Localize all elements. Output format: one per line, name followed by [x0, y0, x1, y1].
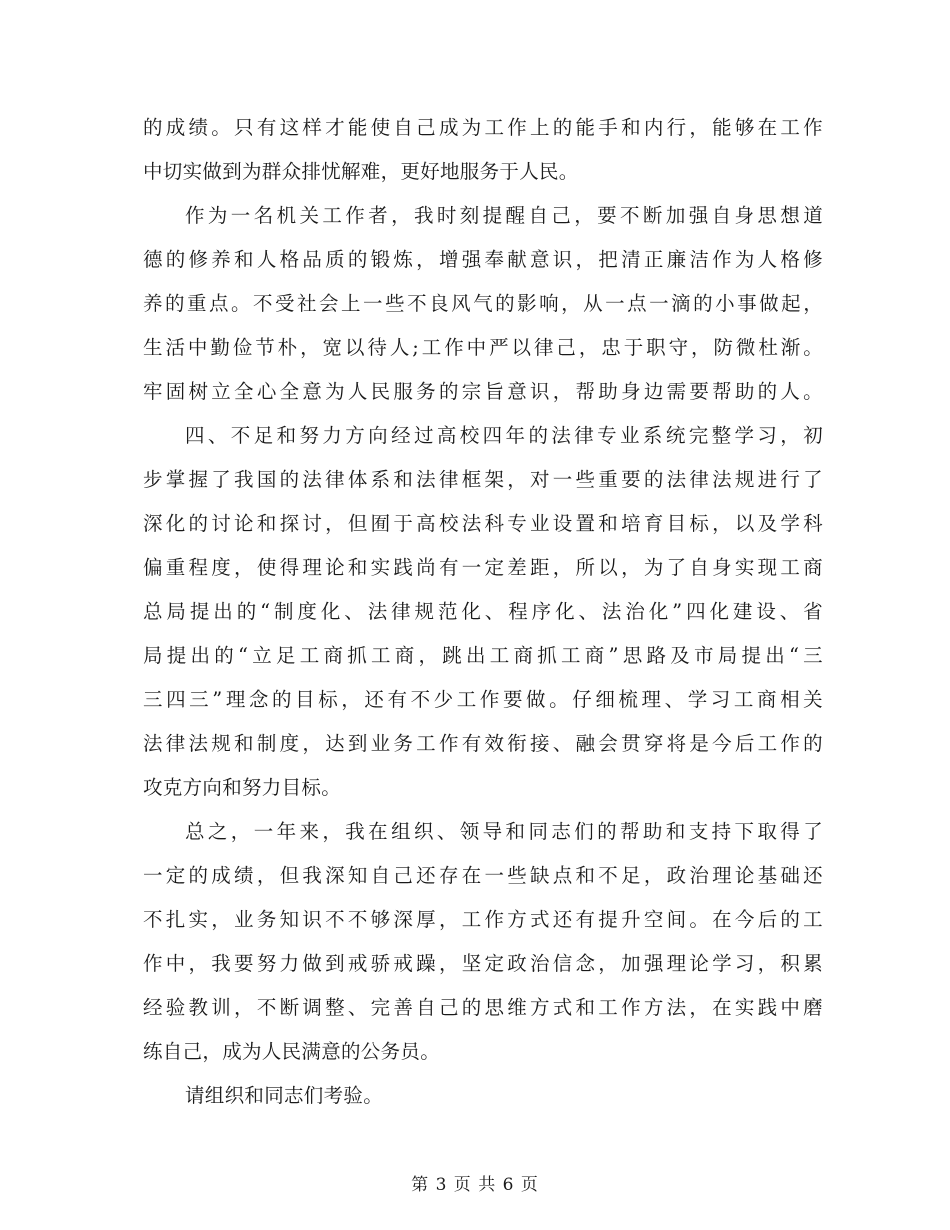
text-line: 偏重程度，使得理论和实践尚有一定差距，所以，为了自身实现工商	[143, 556, 823, 579]
text-line: 总局提出的“制度化、法律规范化、程序化、法治化”四化建设、省	[143, 600, 823, 623]
text-line: 作中，我要努力做到戒骄戒躁，坚定政治信念，加强理论学习，积累	[143, 952, 823, 975]
text-line: 的成绩。只有这样才能使自己成为工作上的能手和内行，能够在工作	[143, 116, 823, 139]
document-body	[143, 106, 823, 1118]
text-line: 四、不足和努力方向经过高校四年的法律专业系统完整学习，初	[185, 424, 823, 447]
paragraph-self-discipline	[143, 194, 823, 414]
text-line: 总之，一年来，我在组织、领导和同志们的帮助和支持下取得了	[185, 820, 823, 843]
paragraph-summary	[143, 810, 823, 1074]
text-line: 三四三”理念的目标，还有不少工作要做。仔细梳理、学习工商相关	[143, 688, 823, 711]
text-line: 请组织和同志们考验。	[185, 1084, 384, 1107]
paragraph-continuation	[143, 106, 823, 194]
text-line: 养的重点。不受社会上一些不良风气的影响，从一点一滴的小事做起，	[143, 292, 823, 315]
text-line: 生活中勤俭节朴，宽以待人;工作中严以律己，忠于职守，防微杜渐。	[143, 336, 823, 359]
text-line: 深化的讨论和探讨，但囿于高校法科专业设置和培育目标，以及学科	[143, 512, 823, 535]
text-line: 不扎实，业务知识不不够深厚，工作方式还有提升空间。在今后的工	[143, 908, 823, 931]
text-line: 局提出的“立足工商抓工商，跳出工商抓工商”思路及市局提出“三	[143, 644, 823, 667]
text-line: 经验教训，不断调整、完善自己的思维方式和工作方法，在实践中磨	[143, 996, 823, 1019]
text-line: 牢固树立全心全意为人民服务的宗旨意识，帮助身边需要帮助的人。	[143, 380, 823, 403]
paragraph-shortcomings	[143, 414, 823, 810]
text-line: 步掌握了我国的法律体系和法律框架，对一些重要的法律法规进行了	[143, 468, 823, 491]
text-line: 法律法规和制度，达到业务工作有效衔接、融会贯穿将是今后工作的	[143, 732, 823, 755]
paragraph-closing	[143, 1074, 823, 1118]
text-line: 中切实做到为群众排忧解难，更好地服务于人民。	[143, 160, 579, 183]
text-line: 一定的成绩，但我深知自己还存在一些缺点和不足，政治理论基础还	[143, 864, 823, 887]
text-line: 作为一名机关工作者，我时刻提醒自己，要不断加强自身思想道	[185, 204, 823, 227]
text-line: 德的修养和人格品质的锻炼，增强奉献意识，把清正廉洁作为人格修	[143, 248, 823, 271]
text-line: 攻克方向和努力目标。	[143, 776, 342, 799]
page-number-footer: 第 3 页 共 6 页	[411, 1175, 539, 1195]
text-line: 练自己，成为人民满意的公务员。	[143, 1040, 441, 1063]
